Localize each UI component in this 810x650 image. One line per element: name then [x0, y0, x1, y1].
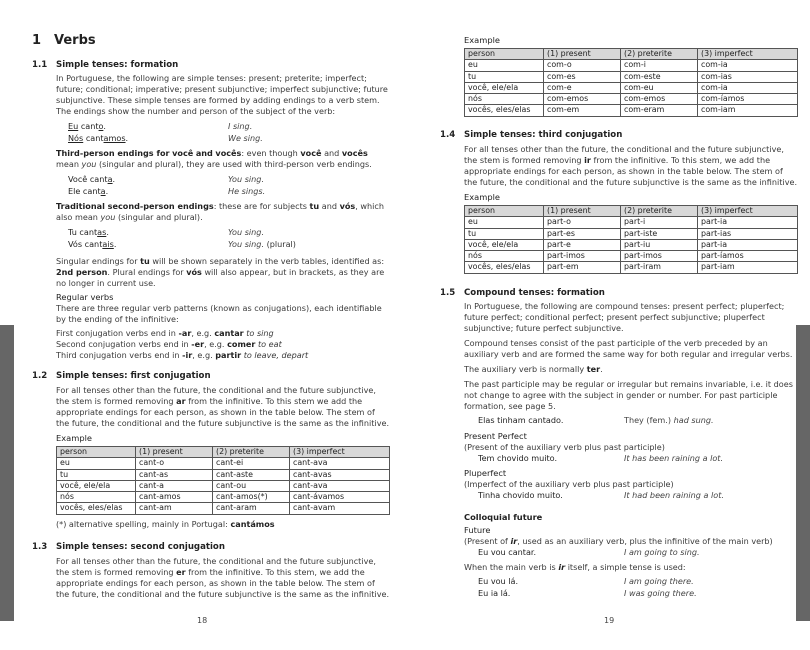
- table-header-cell: (3) imperfect: [290, 447, 390, 458]
- table-cell: com-emos: [621, 94, 698, 105]
- example-label: Example: [464, 192, 500, 202]
- example-vos-cantais: Vós cantais. You sing. (plural): [68, 239, 296, 249]
- table-cell: você, ele/ela: [465, 239, 544, 250]
- table-cell: com-em: [544, 105, 621, 116]
- regular-verbs-heading: Regular verbs: [56, 292, 114, 302]
- section-1-1-heading: 1.1 Simple tenses: formation: [32, 60, 179, 70]
- table-cell: com-íamos: [698, 94, 798, 105]
- table-cell: part-ia: [698, 217, 798, 228]
- table-cell: com-iam: [698, 105, 798, 116]
- table-header-cell: (1) present: [544, 49, 621, 60]
- table-cell: tu: [57, 469, 136, 480]
- section-1-2-heading: 1.2 Simple tenses: first conjugation: [32, 371, 211, 381]
- table-cell: cant-amos: [136, 492, 213, 503]
- table-cell: você, ele/ela: [465, 82, 544, 93]
- section-1-4-heading: 1.4 Simple tenses: third conjugation: [440, 130, 623, 140]
- table-row: [57, 469, 390, 480]
- left-page: [32, 0, 412, 650]
- right-page: [440, 0, 810, 650]
- table-cell: cant-amos(*): [213, 492, 290, 503]
- first-conjugation: First conjugation verbs end in -ar, e.g. cantar to sing: [56, 328, 274, 338]
- table-cell: tu: [465, 228, 544, 239]
- table-row: [465, 262, 798, 273]
- table-cell: com-eu: [621, 82, 698, 93]
- table-header-row: [465, 49, 798, 60]
- table-cell: com-emos: [544, 94, 621, 105]
- table-cell: part-ias: [698, 228, 798, 239]
- table-row: [465, 217, 798, 228]
- section-1-3-text: For all tenses other than the future, the conditional and the future subjunctive, the stem is formed removing er from the infinitive. To this stem, we add the appropriate endings for each person, as shown in the table below. The stem of the future, the conditional and the future subjunctive is the same as the infinitive.: [56, 556, 390, 600]
- table-row: [465, 71, 798, 82]
- section-1-5-p2: Compound tenses consist of the past participle of the verb preceded by an auxiliary verb and are formed the same way for both regular and irregular verbs.: [464, 338, 793, 360]
- table-cell: cant-as: [136, 469, 213, 480]
- table-cell: part-imos: [621, 251, 698, 262]
- table-row: [57, 492, 390, 503]
- regular-verbs-text: There are three regular verb patterns (known as conjugations), each identifiable by the ending of the infinitive:: [56, 303, 382, 325]
- colloquial-future-heading: Colloquial future: [464, 512, 543, 522]
- table-cell: eu: [465, 60, 544, 71]
- example-eu-ia-la: Eu ia lá. I was going there.: [478, 588, 697, 598]
- table-cell: vocês, eles/elas: [465, 262, 544, 273]
- table-cell: cant-o: [136, 458, 213, 469]
- table-cell: cant-a: [136, 480, 213, 491]
- conjugation-list: [56, 328, 390, 361]
- table-cell: part-o: [544, 217, 621, 228]
- future-desc: (Present of ir, used as an auxiliary verb, plus the infinitive of the main verb): [464, 536, 773, 546]
- example-tu-cantas: Tu cantas. You sing.: [68, 227, 265, 237]
- section-1-4-text: For all tenses other than the future, the conditional and the future subjunctive, the stem is formed removing ir from the infinitive. To this stem, we add the appropriate endings for each person, as shown in the table below. The stem of the future, the conditional and the future subjunctive is the same as the infinitive.: [464, 144, 798, 188]
- table-cell: com-i: [621, 60, 698, 71]
- example-label: Example: [464, 35, 500, 45]
- table-row: [465, 251, 798, 262]
- chapter-heading: [32, 33, 96, 48]
- chapter-title: Verbs: [54, 33, 96, 48]
- table-cell: cant-avas: [290, 469, 390, 480]
- section-1-5-p3: The auxiliary verb is normally ter.: [464, 364, 603, 374]
- table-header-cell: (1) present: [136, 447, 213, 458]
- table-cell: part-iram: [621, 262, 698, 273]
- chapter-number: 1: [32, 33, 42, 48]
- third-conjugation: Third conjugation verbs end in -ir, e.g. partir to leave, depart: [56, 350, 309, 361]
- example-eu-canto: Eu canto. I sing.: [68, 121, 253, 131]
- table-cell: nós: [465, 251, 544, 262]
- table-cell: cant-am: [136, 503, 213, 514]
- example-ele-canta: Ele canta. He sings.: [68, 186, 266, 196]
- table-header-cell: (2) preterite: [621, 49, 698, 60]
- example-eu-vou-cantar: Eu vou cantar. I am going to sing.: [478, 547, 700, 557]
- pluperfect-heading: Pluperfect: [464, 468, 507, 478]
- table-cell: vocês, eles/elas: [57, 503, 136, 514]
- pluperfect-desc: (Imperfect of the auxiliary verb plus past participle): [464, 479, 674, 489]
- table-row: [465, 228, 798, 239]
- table-row: [57, 458, 390, 469]
- present-perfect-heading: Present Perfect: [464, 431, 527, 441]
- table-cell: eu: [57, 458, 136, 469]
- table-cell: cant-aram: [213, 503, 290, 514]
- table-header-row: [57, 447, 390, 458]
- ar-conjugation-table: [56, 446, 390, 515]
- section-1-5-p1: In Portuguese, the following are compound tenses: present perfect; pluperfect; future perfect; conditional perfect; present perfect subjunctive; pluperfect subjunctive; future perfect subjunctive.: [464, 301, 785, 334]
- table-cell: tu: [465, 71, 544, 82]
- table-cell: part-em: [544, 262, 621, 273]
- example-tinha-chovido: Tinha chovido muito. It had been raining a lot.: [478, 490, 724, 500]
- table-row: [57, 503, 390, 514]
- table-header-cell: person: [465, 49, 544, 60]
- table-cell: nós: [57, 492, 136, 503]
- table-cell: part-e: [544, 239, 621, 250]
- example-tem-chovido: Tem chovido muito. It has been raining a lot.: [478, 453, 724, 463]
- table-cell: vocês, eles/elas: [465, 105, 544, 116]
- section-1-2-text: For all tenses other than the future, the conditional and the future subjunctive, the stem is formed removing ar from the infinitive. To this stem we add the appropriate endings for each person, as shown in the table below. The stem of the future, the conditional and the future subjunctive is the same as the infinitive.: [56, 385, 390, 429]
- table-cell: eu: [465, 217, 544, 228]
- table-cell: part-iste: [621, 228, 698, 239]
- table-cell: nós: [465, 94, 544, 105]
- table-header-cell: person: [465, 206, 544, 217]
- table-cell: com-e: [544, 82, 621, 93]
- present-perfect-desc: (Present of the auxiliary verb plus past participle): [464, 442, 665, 452]
- example-label: Example: [56, 433, 92, 443]
- when-main-verb-ir: When the main verb is ir itself, a simple tense is used:: [464, 562, 686, 572]
- left-thumb-tab: [0, 325, 14, 621]
- example-voce-canta: Você canta. You sing.: [68, 174, 265, 184]
- table-cell: cant-ávamos: [290, 492, 390, 503]
- third-person-note: Third-person endings for você and vocês: even though você and vocês mean you (singular and plural), they are used with third-person verb endings.: [56, 148, 372, 170]
- example-eu-vou-la: Eu vou lá. I am going there.: [478, 576, 694, 586]
- table-row: [465, 60, 798, 71]
- table-header-cell: (1) present: [544, 206, 621, 217]
- section-1-1-intro: In Portuguese, the following are simple tenses: present; preterite; imperfect; future; conditional; imperative; present subjunctive; imperfect subjunctive; future subjunctive. These simple tenses are formed by adding endings to a verb stem. The endings show the number and person of the subject of the verb:: [56, 73, 388, 117]
- table-header-cell: (3) imperfect: [698, 206, 798, 217]
- table-header-row: [465, 206, 798, 217]
- singular-endings-note: Singular endings for tu will be shown separately in the verb tables, identified as: 2nd person. Plural endings for vós will also appear, but in brackets, as they are no longer in current use.: [56, 256, 385, 289]
- table-cell: cant-ava: [290, 458, 390, 469]
- page-number-19: 19: [604, 616, 615, 625]
- table-row: [57, 480, 390, 491]
- table-row: [465, 105, 798, 116]
- table-row: [465, 239, 798, 250]
- table-cell: part-imos: [544, 251, 621, 262]
- table-cell: part-iu: [621, 239, 698, 250]
- table-cell: cant-aste: [213, 469, 290, 480]
- table-cell: com-ia: [698, 82, 798, 93]
- table-row: [465, 94, 798, 105]
- example-elas-tinham-cantado: Elas tinham cantado. They (fem.) had sung.: [478, 415, 714, 425]
- example-nos-cantamos: Nós cantamos. We sing.: [68, 133, 263, 143]
- table-cell: cant-ei: [213, 458, 290, 469]
- table-cell: com-este: [621, 71, 698, 82]
- traditional-second-person-note: Traditional second-person endings: these are for subjects tu and vós, which also mean you (singular and plural).: [56, 201, 384, 223]
- section-1-5-heading: 1.5 Compound tenses: formation: [440, 288, 605, 298]
- table-cell: part-i: [621, 217, 698, 228]
- table-header-cell: (3) imperfect: [698, 49, 798, 60]
- table-header-cell: (2) preterite: [213, 447, 290, 458]
- table-cell: você, ele/ela: [57, 480, 136, 491]
- ir-conjugation-table: [464, 205, 798, 274]
- table-cell: com-ias: [698, 71, 798, 82]
- table-row: [465, 82, 798, 93]
- table-cell: com-eram: [621, 105, 698, 116]
- table-cell: com-o: [544, 60, 621, 71]
- table-cell: part-íamos: [698, 251, 798, 262]
- table-cell: com-ia: [698, 60, 798, 71]
- section-1-3-heading: 1.3 Simple tenses: second conjugation: [32, 542, 225, 552]
- table-header-cell: person: [57, 447, 136, 458]
- table-cell: part-iam: [698, 262, 798, 273]
- table-cell: cant-ava: [290, 480, 390, 491]
- table-cell: cant-ou: [213, 480, 290, 491]
- er-conjugation-table: [464, 48, 798, 117]
- table-cell: part-es: [544, 228, 621, 239]
- table-cell: part-ia: [698, 239, 798, 250]
- future-heading: Future: [464, 525, 491, 535]
- table-header-cell: (2) preterite: [621, 206, 698, 217]
- footnote: (*) alternative spelling, mainly in Portugal: cantámos: [56, 519, 275, 529]
- table-cell: cant-avam: [290, 503, 390, 514]
- page-number-18: 18: [197, 616, 208, 625]
- table-cell: com-es: [544, 71, 621, 82]
- second-conjugation: Second conjugation verbs end in -er, e.g. comer to eat: [56, 339, 282, 350]
- section-1-5-p4: The past participle may be regular or irregular but remains invariable, i.e. it does not change to agree with the subject in gender or number. For past participle formation, see page 5.: [464, 379, 793, 412]
